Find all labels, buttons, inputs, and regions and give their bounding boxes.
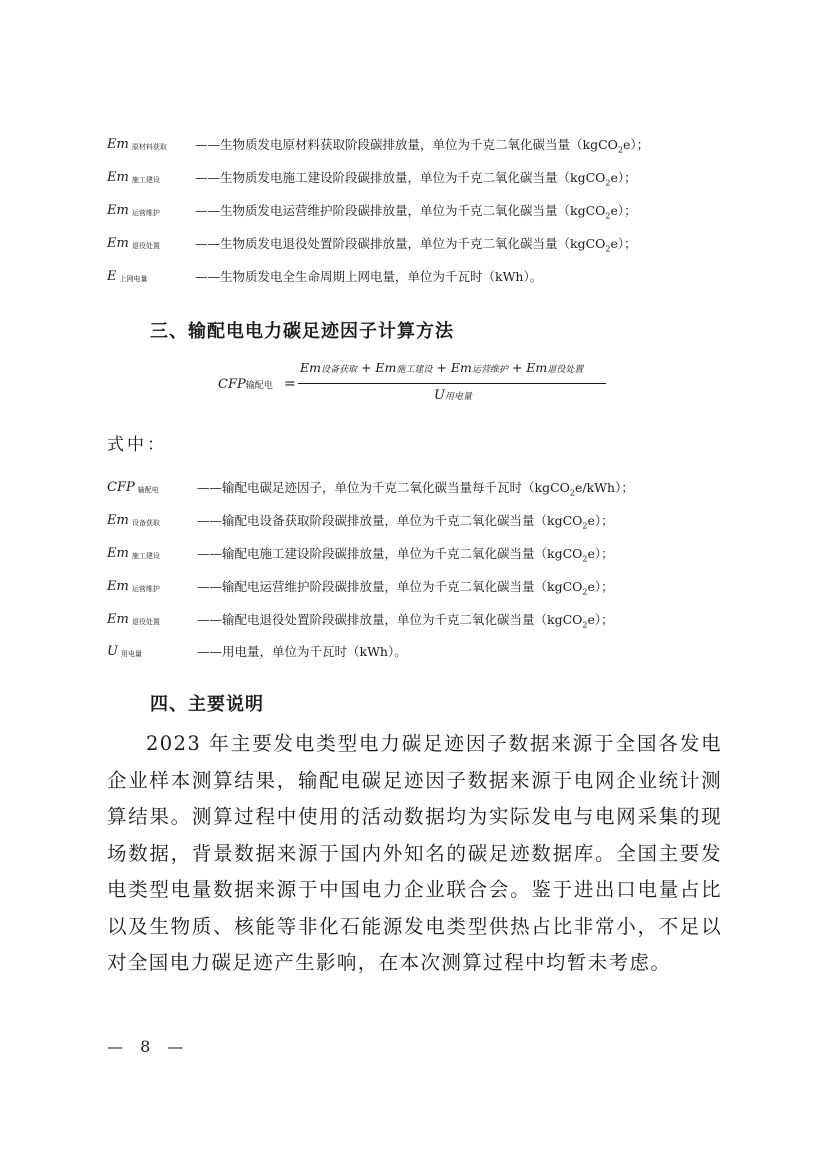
definition-symbol: Em 设备获取 — [107, 513, 160, 528]
definition-description: ——输配电退役处置阶段碳排放量，单位为千克二氧化碳当量（kgCO$_2$e）； — [197, 612, 614, 630]
formula-numerator: Em设备获取 + Em施工建设 + Em运营维护 + Em退役处置 — [300, 360, 584, 375]
definition-description: ——生物质发电施工建设阶段碳排放量，单位为千克二氧化碳当量（kgCO$_2$e）； — [195, 170, 637, 188]
definition-symbol: Em 施工建设 — [107, 170, 160, 185]
definition-description: ——输配电碳足迹因子，单位为千克二氧化碳当量每千瓦时（kgCO$_2$e/kWh）； — [197, 480, 634, 498]
definition-symbol: Em 原材料获取 — [107, 137, 167, 152]
body-paragraph: 2023 年主要发电类型电力碳足迹因子数据来源于全国各发电企业样本测算结果，输配电碳足迹因子数据来源于电网企业统计测算结果。测算过程中使用的活动数据均为实际发电与电网采集的现场数据，背景数据来源于国内外知名的碳足迹数据库。全国主要发电类型电量数据来源于中国电力企业联合会。鉴于进出口电量占比以及生物质、核能等非化石能源发电类型供热占比非常小，不足以对全国电力碳足迹产生影响，在本次测算过程中均暂未考虑。 — [107, 732, 722, 974]
definition-symbol: U用电量 — [107, 644, 142, 659]
definition-symbol: E上网电量 — [107, 269, 148, 284]
definition-description: ——生物质发电全生命周期上网电量，单位为千瓦时（kWh）。 — [195, 269, 543, 284]
section-heading: 四、主要说明 — [150, 694, 264, 715]
fraction-bar — [298, 383, 606, 384]
definition-description: ——生物质发电运营维护阶段碳排放量，单位为千克二氧化碳当量（kgCO$_2$e）； — [195, 203, 637, 221]
where-label: 式中： — [107, 435, 167, 455]
page-number: — 8 — — [107, 1037, 190, 1056]
definition-description: ——输配电施工建设阶段碳排放量，单位为千克二氧化碳当量（kgCO$_2$e）； — [197, 546, 614, 564]
definition-symbol: Em 运营维护 — [107, 579, 160, 594]
formula-lhs: CFP输配电 — [218, 377, 273, 392]
definition-description: ——输配电运营维护阶段碳排放量，单位为千克二氧化碳当量（kgCO$_2$e）； — [197, 579, 614, 597]
definition-symbol: Em 施工建设 — [107, 546, 160, 561]
definition-description: ——生物质发电退役处置阶段碳排放量，单位为千克二氧化碳当量（kgCO$_2$e）； — [195, 236, 637, 254]
definition-symbol: Em 退役处置 — [107, 612, 160, 627]
section-heading: 三、输配电电力碳足迹因子计算方法 — [150, 321, 454, 342]
definition-description: ——生物质发电原材料获取阶段碳排放量，单位为千克二氧化碳当量（kgCO$_2$e）； — [195, 137, 650, 155]
definition-description: ——输配电设备获取阶段碳排放量，单位为千克二氧化碳当量（kgCO$_2$e）； — [197, 513, 614, 531]
definition-description: ——用电量，单位为千瓦时（kWh）。 — [197, 644, 407, 659]
definition-symbol: Em 运营维护 — [107, 203, 160, 218]
definition-symbol: CFP 输配电 — [107, 480, 159, 495]
formula-equals: = — [284, 376, 296, 392]
definition-symbol: Em 退役处置 — [107, 236, 160, 251]
formula-denominator: U用电量 — [434, 388, 472, 403]
formula — [218, 360, 618, 414]
